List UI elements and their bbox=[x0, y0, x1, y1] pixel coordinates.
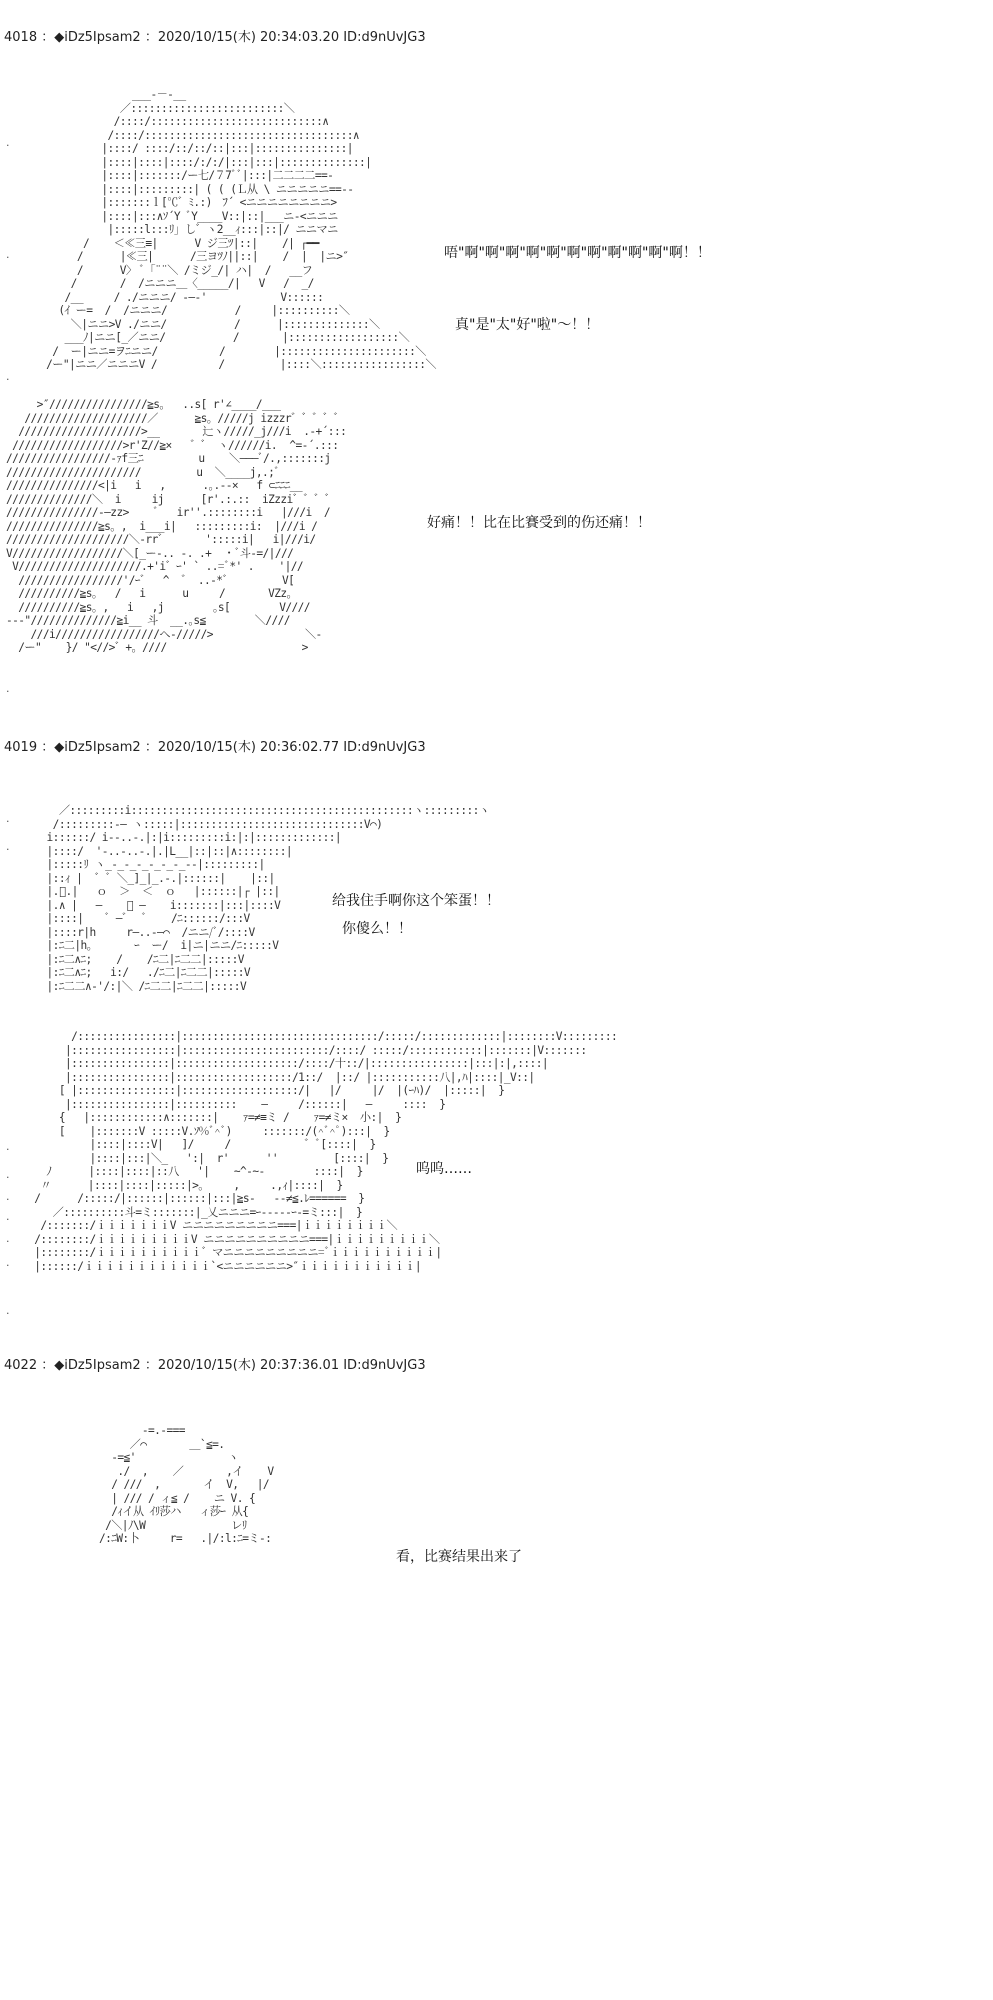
ascii-art-line: |::::::::/ｉｉｉｉｉｉｉｉｉｉ゛マニニニニニニニニニ=ﾞｉｉｉｉｉｉｉｉｉｉ| bbox=[22, 1246, 442, 1259]
ascii-art-line: / / /ニニニ＿〈_____/| V / _/ bbox=[40, 277, 314, 290]
ascii-art-line: |:::::l:::ﾘ｣ し゛ヽ2__ｨ:::|::|/ ニニマニ bbox=[40, 223, 338, 236]
separator-dot: . bbox=[6, 1190, 10, 1203]
ascii-art-line: /__ / ./ニニニ/ -―-' V:::::: bbox=[40, 290, 324, 304]
ascii-art-line: |:::::::ｌ[℃゛ﾐ.:) ﾌ´ <ニニニニニニニニ> bbox=[40, 196, 337, 209]
ascii-art-line: |::::::::::::::::|:::::::::::::::::::/1::/ |::/ |:::::::::::八|,ﾊ|::::|_V::| bbox=[22, 1070, 535, 1084]
ascii-art-line: |::::|:::::::/ー七/７7ﾞﾞ|:::|二二二二==- bbox=[40, 169, 334, 182]
ascii-art-line: |::::::/ｉｉｉｉｉｉｉｉｉｉｉｉ`<ニニニニニニ>″ｉｉｉｉｉｉｉｉｉｉｉ| bbox=[22, 1259, 422, 1273]
ascii-art-line: ／::::::::::斗=ミ:::::::|_乂ニニニ=ｰ-----ｰ-=ミ:::| } bbox=[22, 1205, 363, 1219]
ascii-art-line: //////////////////>r'Z//≧× ゛゛ ヽ//////i. ^=-´.::: bbox=[6, 438, 339, 452]
ascii-art-line: /:::::::::-― ヽ:::::|::::::::::::::::::::::::::::::V⌒) bbox=[22, 817, 383, 831]
ascii-art-panel bbox=[6, 398, 346, 655]
ascii-art-line: /::::/::::::::::::::::::::::::::::∧ bbox=[40, 115, 329, 128]
ascii-art-line: |::::|:::∧ｿ´Y ﾞY____V::|::|___ニ-<ニニニ bbox=[40, 209, 338, 223]
separator-dot: . bbox=[6, 370, 10, 383]
ascii-art-line: ／:::::::::i::::::::::::::::::::::::::::::::::::::::::::::ヽ:::::::::ヽ bbox=[22, 804, 490, 817]
separator-dot: . bbox=[6, 812, 10, 825]
ascii-art-line: ////////////////////>__ 辷ヽ/////_j///i .-+´::: bbox=[6, 425, 347, 438]
ascii-art-line: |::::|:::|＼_ ':| r' '' [::::| } bbox=[22, 1151, 389, 1165]
ascii-art-line: |:ﾆ二|h。 ｰ ー/ i|ニ|ニニ/ﾆ:::::V bbox=[22, 939, 279, 952]
ascii-art-panel bbox=[40, 88, 436, 372]
ascii-art-line: [ |:::::::V :::::V.ｿ%ﾞ^ﾞ) :::::::/(^ﾞ^ﾟ):::| } bbox=[22, 1124, 390, 1138]
post-header: 4019 ：◆iDz5Ipsam2 ：2020/10/15(木) 20:36:02.77 ID:d9nUvJG3 bbox=[4, 740, 426, 755]
ascii-art-line: / V〉 ﾞ「¨¨＼ /ミジ_/| ハ| / __フ bbox=[40, 263, 313, 277]
dialogue-line: 好痛！！比在比賽受到的伤还痛！！ bbox=[427, 515, 651, 531]
ascii-art-line: //////////≧s。, i ,j ｡s[ V//// bbox=[6, 600, 310, 614]
ascii-art-line: -=≦' ヽ bbox=[56, 1451, 239, 1464]
ascii-art-line: |:::::ﾘ ヽ_-_-_-_-_-_-_--|:::::::::| bbox=[22, 858, 265, 871]
separator-dot: . bbox=[6, 1256, 10, 1269]
ascii-art-line: (ｲ ー= / /ニニニ/ / |::::::::::＼ bbox=[40, 304, 350, 317]
post-header: 4022 ：◆iDz5Ipsam2 ：2020/10/15(木) 20:37:36.01 ID:d9nUvJG3 bbox=[4, 1358, 426, 1373]
ascii-art-line: ///////////////≧s。, i___i| :::::::::i: |///i / bbox=[6, 519, 318, 533]
dialogue-line: 唔"啊"啊"啊"啊"啊"啊"啊"啊"啊"啊"啊！！ bbox=[444, 245, 711, 261]
ascii-art-line: //////////≧s。 / i u / VZz。 bbox=[6, 587, 298, 600]
separator-dot: . bbox=[6, 136, 10, 149]
ascii-art-line: /:ﾆW:卜 r= .|/:l:ﾆ=ミ-: bbox=[56, 1532, 272, 1545]
ascii-art-line: |::::/ '-..-..-.|.|L__|::|::|∧::::::::| bbox=[22, 844, 292, 858]
ascii-art-line: ＼|ニニ>V ./ニニ/ / |::::::::::::::＼ bbox=[40, 317, 380, 331]
ascii-art-line: ///i/////////////////へ-/////> ＼- bbox=[6, 627, 322, 641]
ascii-art-line: |::::r|h r―..-―⌒ /ニニ/ﾞ/::::V bbox=[22, 925, 255, 939]
ascii-art-line: [ |::::::::::::::::|:::::::::::::::::::/| |/ |/ |(ｰﾊ)/ |:::::| } bbox=[22, 1084, 505, 1097]
ascii-art-line: |::::/ ::::/::/::/::|:::|:::::::::::::::| bbox=[40, 142, 353, 155]
ascii-art-line: / /:::::/|::::::|::::::|:::|≧s- --≠≦.ﾚ====== } bbox=[22, 1192, 365, 1205]
ascii-art-line: V////////////////////.+'i゛ｰ' ` ..=ﾞ*' . '|// bbox=[6, 560, 304, 573]
ascii-art-line: /::::::::::::::::|::::::::::::::::::::::::::::::::/:::::/:::::::::::::|::::::::V::::::::: bbox=[22, 1030, 618, 1043]
dialogue-line: 呜呜…… bbox=[416, 1161, 472, 1177]
ascii-art-panel bbox=[56, 1424, 274, 1546]
ascii-art-line: ////////////////////// u ＼____j,.;ﾞ bbox=[6, 465, 280, 479]
ascii-art-line: -=.-=== bbox=[56, 1424, 185, 1437]
ascii-art-line: ﾉ |::::|::::|::八 '| ~^-~- ::::| } bbox=[22, 1165, 363, 1178]
separator-dot: . bbox=[6, 1168, 10, 1181]
ascii-art-line: |:ﾆ二二∧-'/:|＼ /ﾆ二二|ﾆ二二|:::::V bbox=[22, 979, 247, 993]
ascii-art-line: ---"//////////////≧i__ 斗 __.｡s≦ ＼//// bbox=[6, 614, 290, 627]
ascii-art-line: |:ﾆ二∧ﾆ; / /ﾆ二|ﾆ二二|:::::V bbox=[22, 952, 244, 966]
ascii-art-line: / ー|ニニ=ヲﾆニニ/ / |::::::::::::::::::::::＼ bbox=[40, 344, 426, 358]
ascii-art-line: ／⌒ ＿`≦=. bbox=[56, 1437, 225, 1451]
ascii-art-line: ////////////////////＼-rr゛ ':::::i| i|///i/ bbox=[6, 533, 316, 546]
separator-dot: . bbox=[6, 1140, 10, 1153]
separator-dot: . bbox=[6, 1232, 10, 1245]
separator-dot: . bbox=[6, 1304, 10, 1317]
ascii-art-line: |::::|::::|::::/:/:/|:::|:::|::::::::::::::| bbox=[40, 155, 372, 169]
dialogue-line: 给我住手啊你这个笨蛋！！ bbox=[332, 893, 500, 909]
ascii-art-line: //////////////＼ i ij [r'.:.:: iZzzi゛゛゛゛ bbox=[6, 492, 336, 506]
ascii-art-line: ___-－-__ bbox=[40, 88, 186, 101]
ascii-art-line: / /// , イ V, |/ bbox=[56, 1478, 270, 1491]
ascii-art-line: |:ﾆ二∧ﾆ; i:/ ./ﾆ二|ﾆ二二|:::::V bbox=[22, 966, 250, 979]
ascii-art-line: |.∧ | ― ﾞ ― i:::::::|:::|::::V bbox=[22, 898, 281, 912]
ascii-art-line: ／:::::::::::::::::::::::::＼ bbox=[40, 101, 295, 115]
ascii-art-line: / |≪三| /三ヨﾂﾉ||::| / | |ニ>″ bbox=[40, 250, 349, 263]
dialogue-line: 真"是"太"好"啦"～！！ bbox=[455, 317, 600, 333]
ascii-art-line: /:::::::/ｉｉｉｉｉｉｉV ニニニニニニニニニ===|ｉｉｉｉｉｉｉｉ＼ bbox=[22, 1219, 398, 1232]
ascii-art-panel bbox=[22, 1030, 617, 1273]
separator-dot: . bbox=[6, 840, 10, 853]
post-header: 4018 ：◆iDz5Ipsam2 ：2020/10/15(木) 20:34:03.20 ID:d9nUvJG3 bbox=[4, 30, 426, 45]
ascii-art-line: i::::::/ i--..-.|:|i:::::::::i:|:|:::::::::::::| bbox=[22, 831, 342, 844]
ascii-art-line: |::::|:::::::::| ( ( (Ｌ从 \ ニニニニニ==-- bbox=[40, 182, 354, 196]
separator-dot: . bbox=[6, 248, 10, 261]
ascii-art-line: ///////////////-―zz> ﾞ ir''.::::::::i |///i / bbox=[6, 506, 331, 519]
ascii-art-line: /＼|ﾉ\W レﾘ bbox=[56, 1518, 247, 1532]
ascii-art-line: |:::::::::::::::::|::::::::::::::::::::::::/::::/ :::::/::::::::::::|:::::::|V::::::: bbox=[22, 1043, 587, 1057]
ascii-art-line: |::::::::::::::::|::::::::::::::::::::/::::/十::/|::::::::::::::::|:::|:|,::::| bbox=[22, 1057, 548, 1070]
separator-dot: . bbox=[6, 682, 10, 695]
ascii-art-line: |::::|::::V| ]/ / ゛ﾞ[::::| } bbox=[22, 1138, 376, 1151]
ascii-art-line: /ー"|ニニ／ニニニV / / |::::＼:::::::::::::::::＼ bbox=[40, 358, 436, 371]
dialogue-line: 你傻么！！ bbox=[342, 921, 412, 937]
ascii-art-line: ////////////////////／ ≧s。/////j izzzr゛゛゛゛゛ bbox=[6, 411, 344, 425]
ascii-art-line: |::::::::::::::::|:::::::::: ― /::::::| ― :::: } bbox=[22, 1097, 446, 1111]
ascii-art-line: / ＜≪三≡| V ジ三ﾂ|::| /| ┌━━ bbox=[40, 236, 319, 250]
separator-dot: . bbox=[6, 1210, 10, 1223]
ascii-art-line: 〃 |::::|::::|:::::|>。 , .,ｨ|::::| } bbox=[22, 1178, 343, 1192]
ascii-art-line: |::ｨ | ゛ﾞ ＼_]_|_.-.|::::::| |::| bbox=[22, 871, 275, 885]
ascii-art-line: /::::::::/ｉｉｉｉｉｉｉｉｉV ニニニニニニニニニニ===|ｉｉｉｉｉｉｉｉｉ＼ bbox=[22, 1232, 440, 1246]
ascii-art-line: /::::/::::::::::::::::::::::::::::::::::∧ bbox=[40, 128, 360, 142]
ascii-art-line: | /// / ィ≦ / ニ V. { bbox=[56, 1491, 256, 1505]
dialogue-line: 看，比赛结果出来了 bbox=[396, 1549, 522, 1565]
ascii-art-line: /////////////////'/ｰ゛ ^ ゛ ..-*゛ V[ bbox=[6, 573, 295, 587]
ascii-art-line: |.ﾞ.| ｏ ＞ ＜ ｏ |::::::|┌ |::| bbox=[22, 885, 280, 898]
ascii-art-line: ./ , ／ ,イ V bbox=[56, 1464, 274, 1478]
ascii-art-line: ///////////////<|i i , .｡.--× f ⊂ﾆﾆﾆ__ bbox=[6, 479, 303, 492]
ascii-art-line: { |::::::::::::∧:::::::| ｧ=≠≡ミ / ｧ=≠ミ× 小:| } bbox=[22, 1111, 402, 1124]
ascii-art-line: /ー" }/ "<//>゛+。//// > bbox=[6, 641, 308, 654]
ascii-art-line: |::::| ﾞ ―゛ ﾞ /ﾆ::::::/:::V bbox=[22, 912, 250, 925]
ascii-art-line: ___ﾉ|ニニ[_／ニニ/ / |::::::::::::::::::＼ bbox=[40, 331, 410, 344]
ascii-art-line: >″////////////////≧s。 ..s[ r'∠____/___ bbox=[6, 398, 281, 411]
ascii-art-line: /////////////////-ｧf三ﾆ u ＼―――ﾞ/.,:::::::j bbox=[6, 452, 331, 465]
ascii-art-line: V//////////////////＼[_ー-.. -. .+ ・ﾞ斗-=/|/// bbox=[6, 546, 294, 560]
ascii-art-line: /ｨイ从 ｲﾘ莎ハ ィ莎ｰ 从{ bbox=[56, 1505, 249, 1518]
